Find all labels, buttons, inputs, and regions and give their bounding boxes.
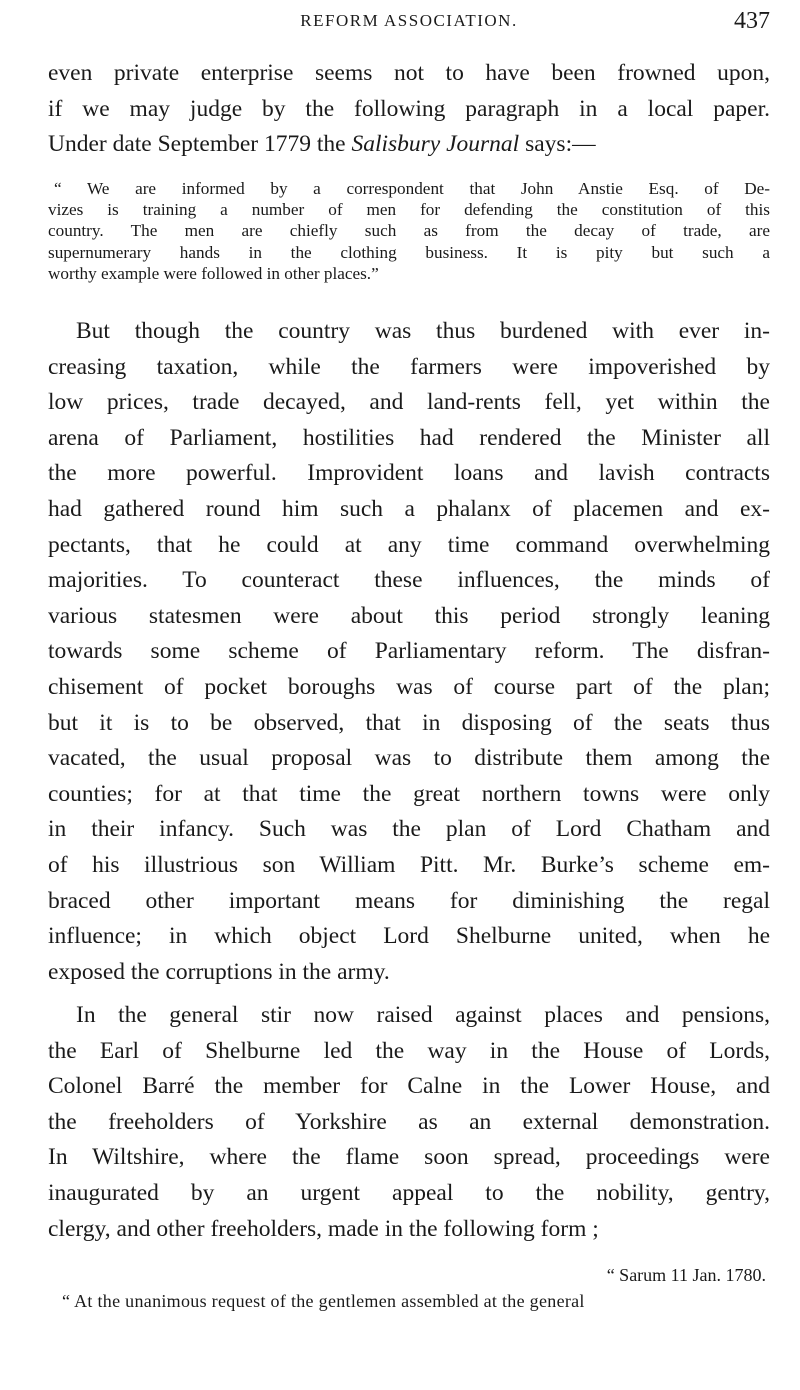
block-quote-sarum (48, 1262, 770, 1314)
text-line: in their infancy. Such was the plan of Lord Chatham and (48, 816, 770, 843)
text-line: but it is to be observed, that in disposing of the seats thus (48, 709, 770, 736)
text-line: the more powerful. Improvident loans and lavish contracts (48, 460, 770, 487)
text-line: In Wiltshire, where the flame soon spread, proceedings were (48, 1144, 770, 1171)
text-line: the freeholders of Yorkshire as an external demonstration. (48, 1108, 770, 1135)
quote-line: “ We are informed by a correspondent that John Anstie Esq. of De- (54, 179, 770, 198)
quote-line: worthy example were followed in other places.” (48, 263, 379, 283)
page-number: 437 (734, 8, 770, 34)
text-line: arena of Parliament, hostilities had rendered the Minister all (48, 424, 770, 451)
text-line: vacated, the usual proposal was to distribute them among the (48, 745, 770, 772)
quote-line: vizes is training a number of men for defending the constitution of this (48, 200, 770, 220)
paragraph-opening (48, 56, 770, 163)
text-line: counties; for at that time the great northern towns were only (48, 780, 770, 807)
text-line: But though the country was thus burdened with ever in- (76, 318, 770, 344)
text-line: low prices, trade decayed, and land-rents fell, yet within the (48, 389, 770, 416)
text-line: creasing taxation, while the farmers were impoverished by (48, 353, 770, 380)
text-line: even private enterprise seems not to have been frowned upon, (48, 60, 770, 86)
text-line: inaugurated by an urgent appeal to the nobility, gentry, (48, 1179, 770, 1206)
quote-dateline: “ Sarum 11 Jan. 1780. (606, 1265, 766, 1285)
text-line: majorities. To counteract these influences, the minds of (48, 567, 770, 594)
text-line: Colonel Barré the member for Calne in the Lower House, and (48, 1073, 770, 1100)
running-title: REFORM ASSOCIATION. (300, 11, 518, 30)
running-head (48, 6, 770, 36)
text-line: influence; in which object Lord Shelburne united, when he (48, 923, 770, 950)
paragraph-reform (48, 314, 770, 990)
text-line (48, 127, 770, 163)
text-line: towards some scheme of Parliamentary reform. The disfran- (48, 638, 770, 665)
text-line: pectants, that he could at any time command overwhelming (48, 531, 770, 558)
text-line: of his illustrious son William Pitt. Mr. Burke’s scheme em- (48, 851, 770, 878)
text-line: braced other important means for diminishing the regal (48, 887, 770, 914)
text-line: In the general stir now raised against places and pensions, (76, 1002, 770, 1028)
text-span: says:— (519, 131, 596, 158)
text-line: had gathered round him such a phalanx of placemen and ex- (48, 495, 770, 522)
quote-line: country. The men are chiefly such as from the decay of trade, are (48, 221, 770, 241)
quote-line: “ At the unanimous request of the gentlemen assembled at the general (62, 1291, 585, 1311)
text-line: if we may judge by the following paragraph in a local paper. (48, 95, 770, 122)
quote-line: supernumerary hands in the clothing business. It is pity but such a (48, 242, 770, 262)
text-span: Under date September 1779 the (48, 131, 352, 158)
journal-title: Salisbury Journal (351, 131, 520, 158)
block-quote-anstie (48, 178, 770, 284)
text-line: exposed the corruptions in the army. (48, 958, 390, 985)
text-line: various statesmen were about this period strongly leaning (48, 602, 770, 629)
text-line: clergy, and other freeholders, made in the following form ; (48, 1215, 599, 1242)
text-line: chisement of pocket boroughs was of course part of the plan; (48, 673, 770, 700)
text-line: the Earl of Shelburne led the way in the House of Lords, (48, 1037, 770, 1064)
paragraph-shelburne (48, 998, 770, 1247)
